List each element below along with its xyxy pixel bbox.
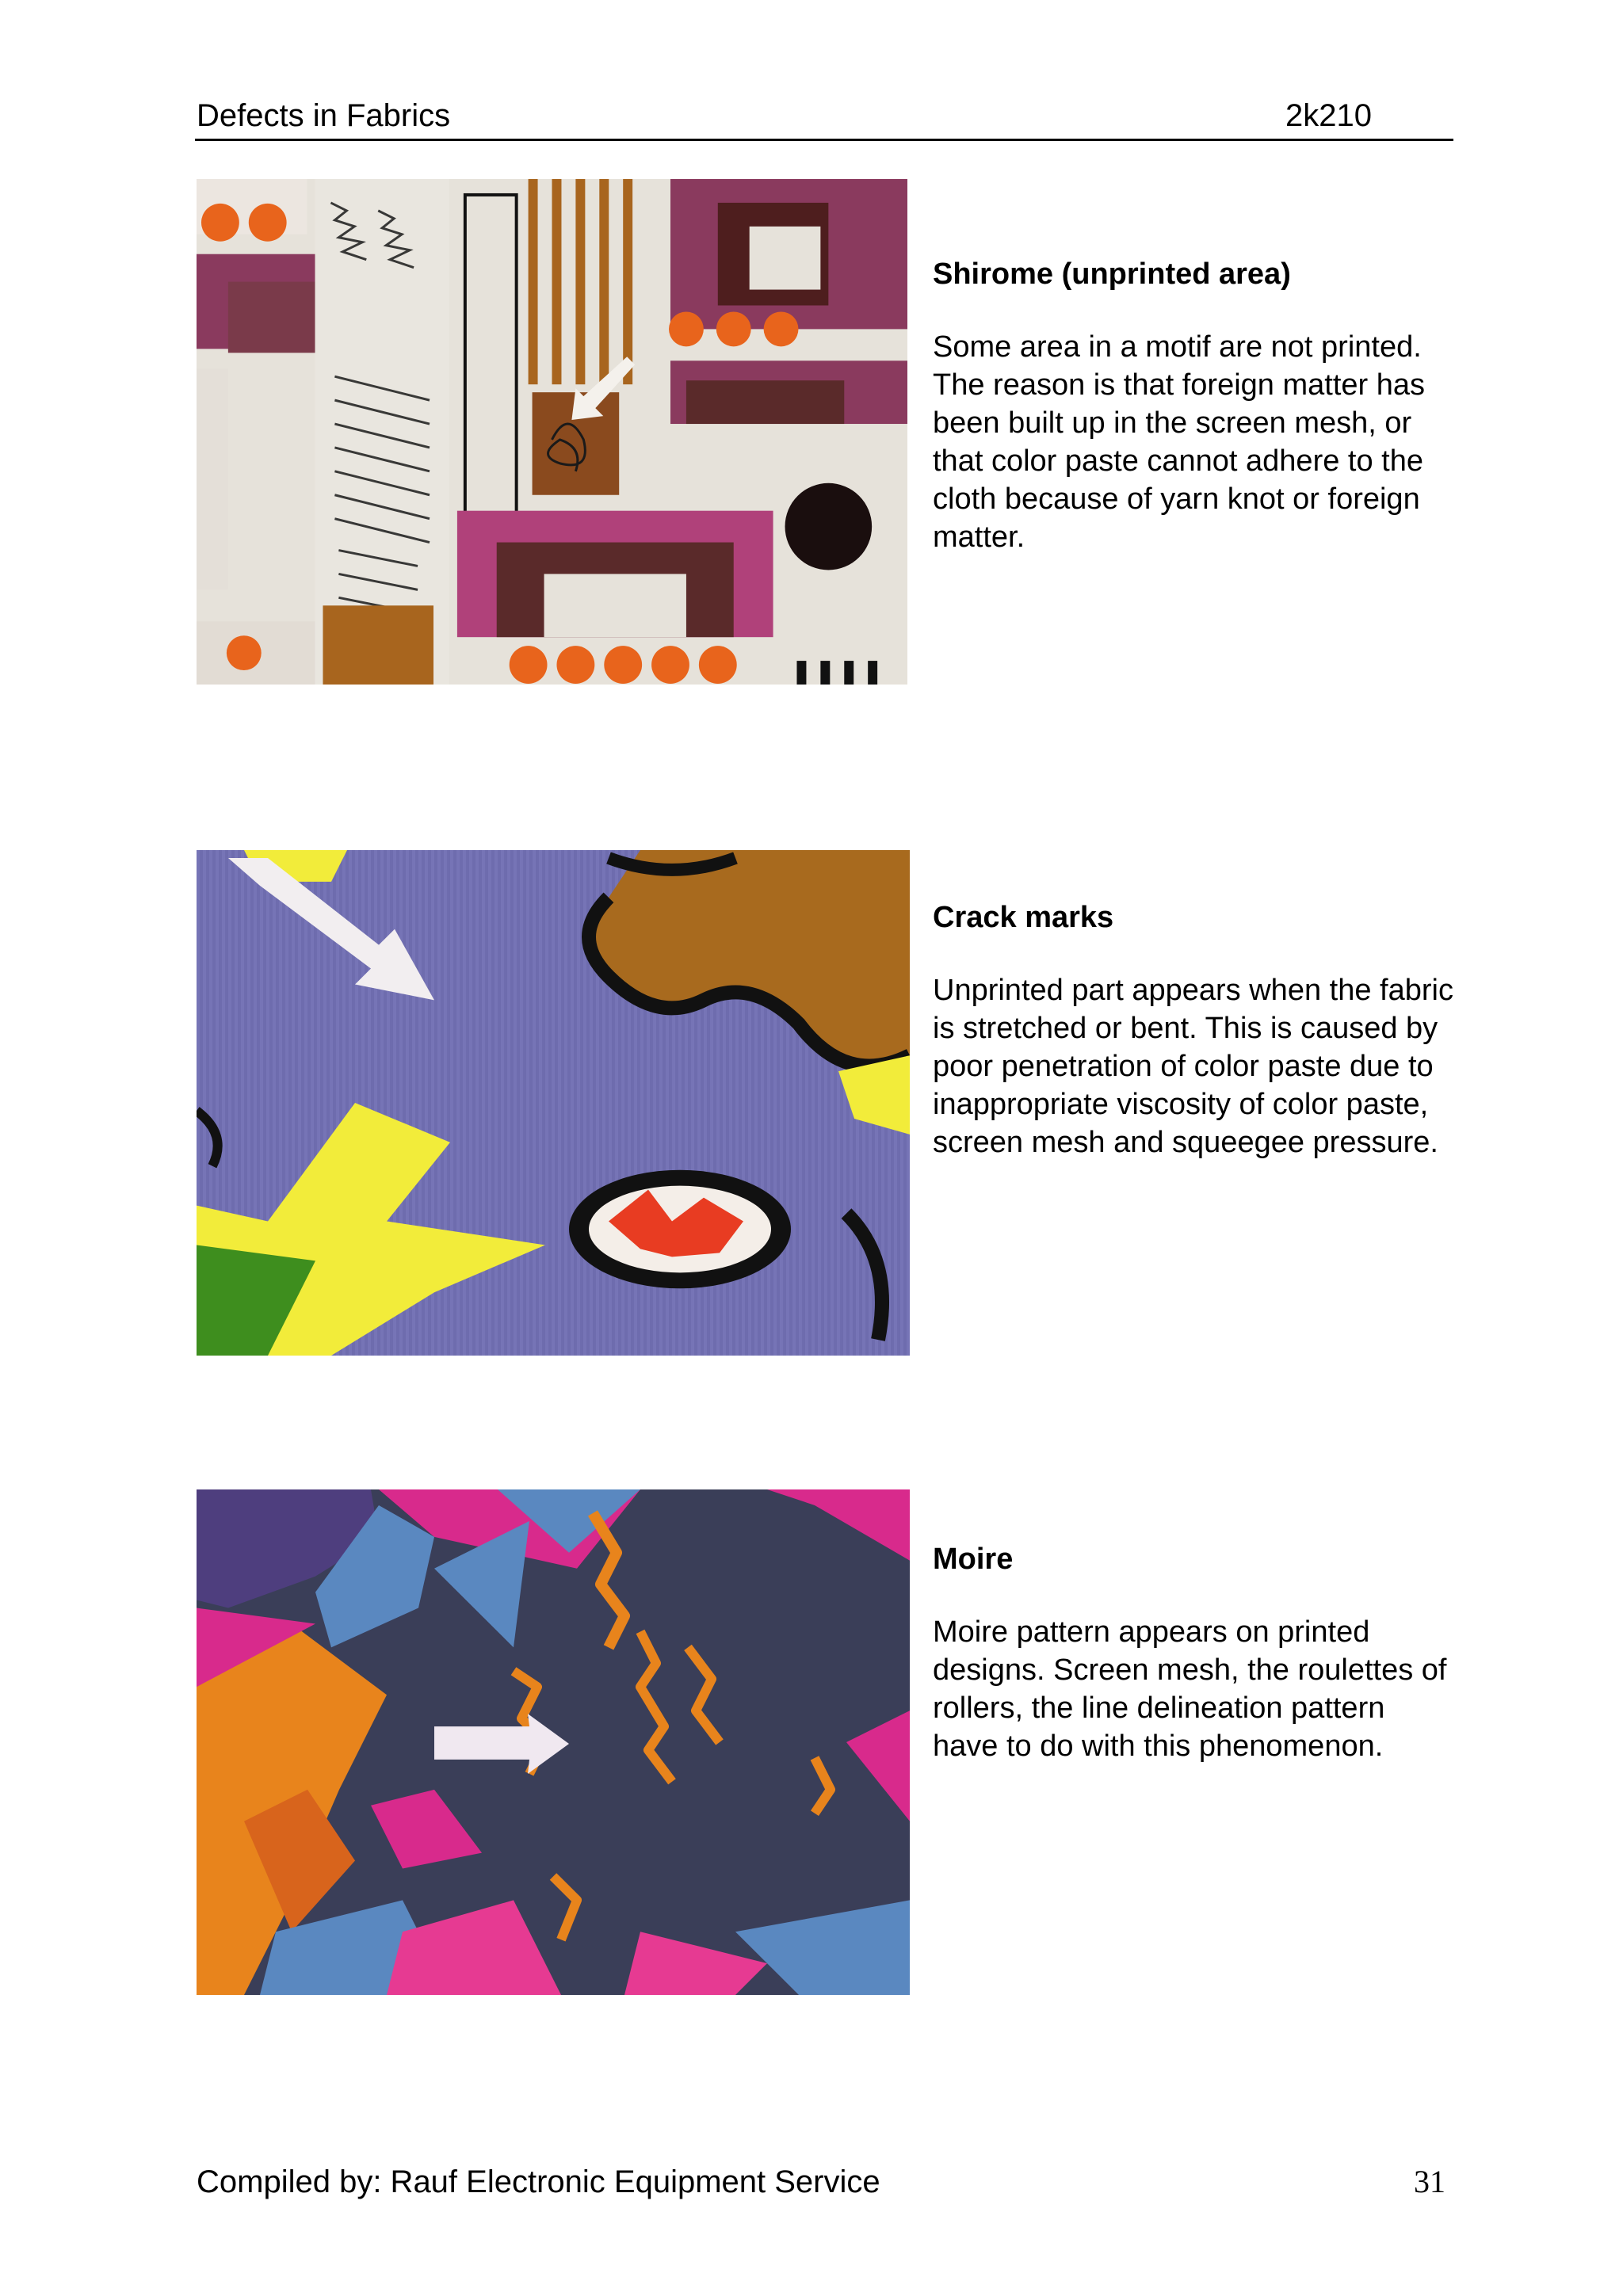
defect-description: Moire pattern appears on printed designs. Screen mesh, the roulettes of rollers, the line delineation pattern have to do with this phenomenon. xyxy=(933,1615,1447,1763)
defect-description: Some area in a motif are not printed. The reason is that foreign matter has been built up in the screen mesh, or that color paste cannot adhere to the cloth because of yarn knot or foreign matter. xyxy=(933,330,1425,554)
defect-description: Unprinted part appears when the fabric is stretched or bent. This is caused by poor penetration of color paste due to inappropriate viscosity of color paste, screen mesh and squeegee pressure. xyxy=(933,974,1453,1159)
header-code: 2k210 xyxy=(1285,98,1372,133)
crack-marks-fabric-photo xyxy=(197,850,910,1356)
defect-title: Shirome (unprinted area) xyxy=(933,257,1291,291)
footer-compiled-by: Compiled by: Rauf Electronic Equipment Service xyxy=(197,2164,880,2199)
header-rule xyxy=(195,139,1453,141)
defect-title: Moire xyxy=(933,1543,1014,1576)
page-number: 31 xyxy=(1414,2164,1445,2199)
defect-title: Crack marks xyxy=(933,901,1114,934)
moire-fabric-photo xyxy=(197,1489,910,1995)
defect-moire xyxy=(933,1540,1456,1765)
shirome-fabric-photo xyxy=(197,179,907,685)
header-title: Defects in Fabrics xyxy=(197,98,451,133)
defect-shirome xyxy=(933,255,1456,556)
defect-crack-marks xyxy=(933,898,1456,1161)
